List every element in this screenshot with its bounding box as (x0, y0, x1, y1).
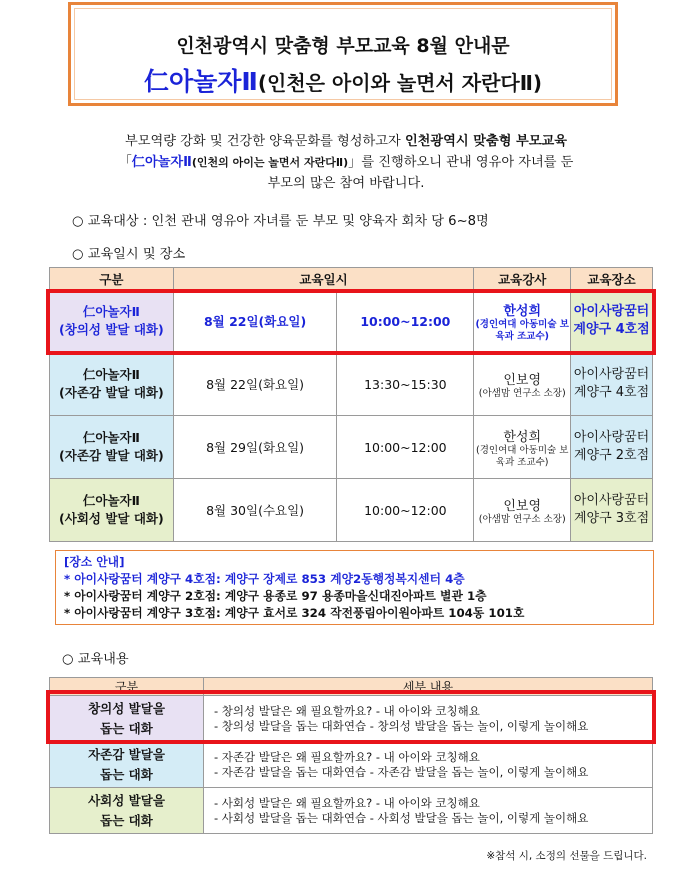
intro-bold-text: 인천광역시 맞춤형 부모교육 (404, 134, 567, 149)
program-sub: (자존감 발달 대화) (59, 448, 164, 463)
intro-line-2 (40, 151, 652, 170)
date-cell: 8월 29일(화요일) (173, 416, 337, 479)
instructor-name: 한성희 (503, 429, 542, 445)
schedule-row (50, 479, 653, 542)
footnote: ※참석 시, 소정의 선물을 드립니다. (486, 850, 647, 862)
location-item: * 아이사랑꿈터 계양구 2호점: 계양구 용종로 97 용종마을신대진아파트 별관 1층 (64, 589, 487, 603)
content-row (50, 788, 653, 834)
program-name: 仁아놀자Ⅱ (82, 430, 140, 445)
detail-line: - 창의성 발달을 돕는 대화연습 - 창의성 발달을 돕는 놀이, 이렇게 놀이해요 (214, 718, 589, 733)
time-cell: 10:00~12:00 (337, 416, 474, 479)
location-heading: [장소 안내] (64, 555, 125, 569)
content-detail-cell (204, 742, 653, 788)
intro-brand: 仁아놀자Ⅱ (131, 155, 192, 170)
place-branch: 계양구 4호점 (573, 322, 650, 337)
date-cell: 8월 22일(화요일) (173, 353, 337, 416)
instructor-cell (474, 353, 571, 416)
detail-line: - 사회성 발달은 왜 필요할까요? - 내 아이와 코칭해요 (214, 795, 480, 810)
place-cell (571, 479, 653, 542)
brand-subtitle: (인천은 아이와 놀면서 자란다Ⅱ) (257, 71, 543, 95)
place-name: 아이사랑꿈터 (573, 367, 650, 382)
brand-name: 仁아놀자Ⅱ (143, 67, 258, 96)
content-detail-cell (204, 696, 653, 742)
content-category-cell (50, 788, 204, 834)
schedule-header-row (50, 268, 653, 290)
program-name: 仁아놀자Ⅱ (82, 493, 140, 508)
category-line: 사회성 발달을 (88, 792, 165, 808)
place-cell (571, 290, 653, 353)
place-name: 아이사랑꿈터 (573, 304, 650, 319)
content-category-cell (50, 696, 204, 742)
schedule-table (49, 267, 653, 542)
time-cell: 10:00~12:00 (337, 479, 474, 542)
intro-text-2: 」를 진행하오니 관내 영유아 자녀를 둔 (348, 155, 574, 170)
date-cell: 8월 30일(수요일) (173, 479, 337, 542)
content-category-cell (50, 742, 204, 788)
instructor-cell (474, 416, 571, 479)
instructor-note: (아샘맘 연구소 소장) (478, 387, 566, 399)
intro-brand-subtitle: (인천의 아이는 놀면서 자란다Ⅱ) (191, 156, 349, 169)
time-cell: 13:30~15:30 (337, 353, 474, 416)
schedule-row (50, 290, 653, 353)
category-line: 돕는 대화 (100, 812, 153, 828)
content-bullet: ○ 교육내용 (62, 652, 129, 667)
intro-bracket: 「 (118, 155, 132, 170)
category-line: 돕는 대화 (100, 720, 153, 736)
place-branch: 계양구 4호점 (573, 385, 650, 400)
place-cell (571, 416, 653, 479)
program-sub: (사회성 발달 대화) (59, 511, 164, 526)
program-cell (50, 479, 174, 542)
schedule-bullet: ○ 교육일시 및 장소 (72, 247, 186, 262)
location-item: * 아이사랑꿈터 계양구 4호점: 계양구 장제로 853 계양2동행정복지센터 4층 (64, 572, 465, 586)
header-detail: 세부 내용 (204, 678, 653, 696)
category-line: 돕는 대화 (100, 766, 153, 782)
program-cell (50, 290, 174, 353)
program-sub: (자존감 발달 대화) (59, 385, 164, 400)
content-header-row (50, 678, 653, 696)
detail-line: - 자존감 발달을 돕는 대화연습 - 자존감 발달을 돕는 놀이, 이렇게 놀이해요 (214, 764, 589, 779)
date-cell: 8월 22일(화요일) (173, 290, 337, 353)
location-item: * 아이사랑꿈터 계양구 3호점: 계양구 효서로 324 작전풍림아이원아파트 104동 101호 (64, 606, 525, 620)
category-line: 자존감 발달을 (88, 746, 165, 762)
detail-line: - 자존감 발달은 왜 필요할까요? - 내 아이와 코칭해요 (214, 749, 480, 764)
header-datetime: 교육일시 (173, 268, 474, 290)
header-instructor: 교육강사 (474, 268, 571, 290)
place-branch: 계양구 2호점 (573, 448, 650, 463)
page-title: 인천광역시 맞춤형 부모교육 8월 안내문 (176, 35, 510, 57)
content-row (50, 742, 653, 788)
instructor-note: (경인여대 아동미술 보육과 조교수) (476, 444, 569, 468)
instructor-name: 인보영 (503, 372, 542, 388)
program-sub: (창의성 발달 대화) (59, 322, 164, 337)
intro-line-3: 부모의 많은 참여 바랍니다. (267, 176, 425, 191)
place-name: 아이사랑꿈터 (573, 493, 650, 508)
time-cell: 10:00~12:00 (337, 290, 474, 353)
place-cell (571, 353, 653, 416)
instructor-note: (아샘맘 연구소 소장) (478, 513, 566, 525)
detail-line: - 창의성 발달은 왜 필요할까요? - 내 아이와 코칭해요 (214, 703, 480, 718)
location-info-box (55, 550, 654, 625)
place-branch: 계양구 3호점 (573, 511, 650, 526)
content-detail-cell (204, 788, 653, 834)
instructor-name: 인보영 (503, 498, 542, 514)
instructor-cell (474, 290, 571, 353)
instructor-name: 한성희 (503, 303, 542, 319)
header-place: 교육장소 (571, 268, 653, 290)
page-subtitle (71, 62, 615, 98)
program-cell (50, 353, 174, 416)
program-name: 仁아놀자Ⅱ (82, 367, 140, 382)
target-bullet: ○ 교육대상 : 인천 관내 영유아 자녀를 둔 부모 및 양육자 회차 당 6~8명 (72, 214, 489, 229)
instructor-cell (474, 479, 571, 542)
content-table (49, 677, 653, 834)
detail-line: - 사회성 발달을 돕는 대화연습 - 사회성 발달을 돕는 놀이, 이렇게 놀이해요 (214, 810, 589, 825)
content-row (50, 696, 653, 742)
schedule-row (50, 416, 653, 479)
intro-text: 부모역량 강화 및 건강한 양육문화를 형성하고자 (125, 134, 405, 149)
category-line: 창의성 발달을 (88, 700, 165, 716)
header-category: 구분 (50, 268, 174, 290)
instructor-note: (경인여대 아동미술 보육과 조교수) (475, 318, 569, 342)
program-name: 仁아놀자Ⅱ (82, 304, 140, 319)
place-name: 아이사랑꿈터 (573, 430, 650, 445)
schedule-row (50, 353, 653, 416)
program-cell (50, 416, 174, 479)
header-category: 구분 (50, 678, 204, 696)
intro-line-1 (40, 130, 652, 149)
title-box (68, 2, 618, 106)
